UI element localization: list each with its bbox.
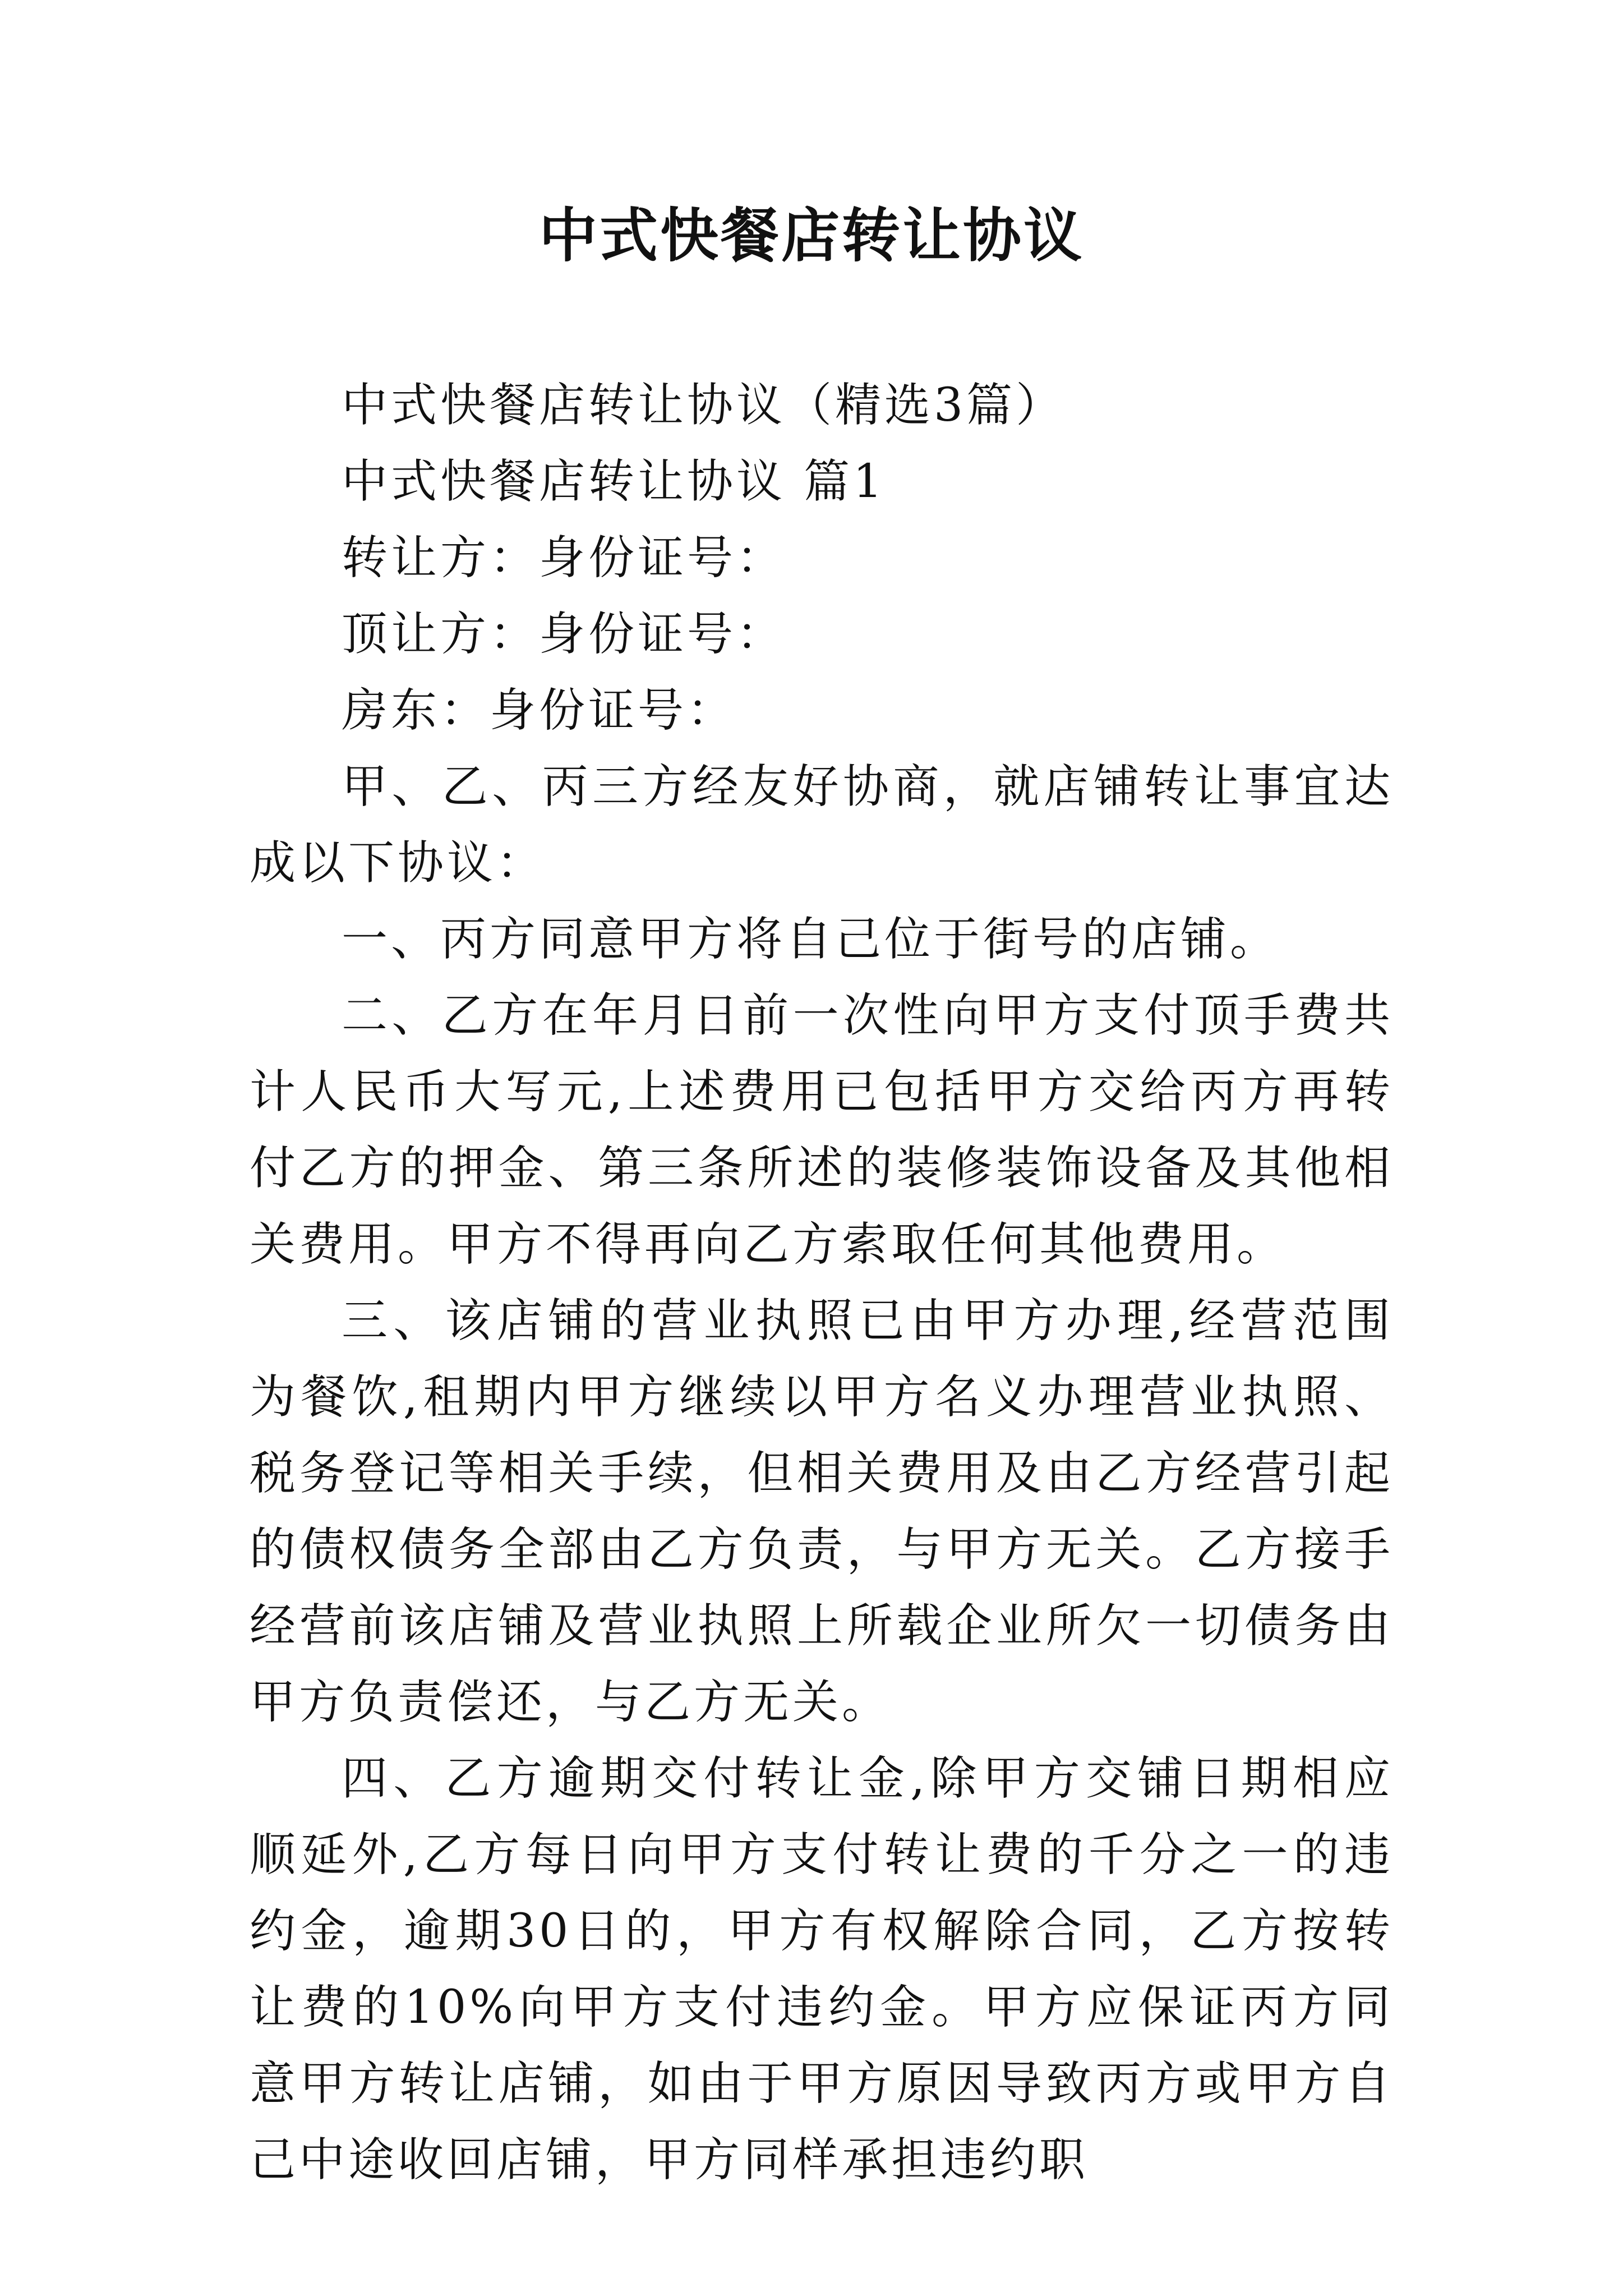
paragraph-transferor: 转让方：身份证号： xyxy=(342,531,786,585)
paragraph-agreement-intro: 甲、乙、丙三方经友好协商，就店铺转让事宜达成以下协议： xyxy=(250,760,1394,890)
paragraph-clause-3: 三、该店铺的营业执照已由甲方办理,经营范围为餐饮,租期内甲方继续以甲方名义办理营业执照、税务登记等相关手续，但相关费用及由乙方经营引起的债权债务全部由乙方负责，与甲方无关。乙方接手经营前该店铺及营业执照上所载企业所欠一切债务由甲方负责偿还，与乙方无关。 xyxy=(250,1294,1394,1729)
paragraph-section-heading: 中式快餐店转让协议 篇1 xyxy=(342,455,886,508)
paragraph-clause-4: 四、乙方逾期交付转让金,除甲方交铺日期相应顺延外,乙方每日向甲方支付转让费的千分之一的违约金，逾期30日的，甲方有权解除合同，乙方按转让费的10%向甲方支付违约金。甲方应保证丙方同意甲方转让店铺，如由于甲方原因导致丙方或甲方自己中途收回店铺，甲方同样承担违约职 xyxy=(250,1752,1394,2187)
paragraph-clause-1: 一、丙方同意甲方将自己位于街号的店铺。 xyxy=(342,913,1280,966)
document-body xyxy=(250,367,1394,2198)
paragraph-transferee: 顶让方：身份证号： xyxy=(342,608,786,661)
document-title: 中式快餐店转让协议 xyxy=(538,201,1084,270)
paragraph-clause-2: 二、乙方在年月日前一次性向甲方支付顶手费共计人民币大写元,上述费用已包括甲方交给丙方再转付乙方的押金、第三条所述的装修装饰设备及其他相关费用。甲方不得再向乙方索取任何其他费用。 xyxy=(250,989,1394,1271)
paragraph-subtitle: 中式快餐店转让协议（精选3篇） xyxy=(342,379,1066,432)
paragraph-landlord: 房东：身份证号： xyxy=(342,684,737,737)
